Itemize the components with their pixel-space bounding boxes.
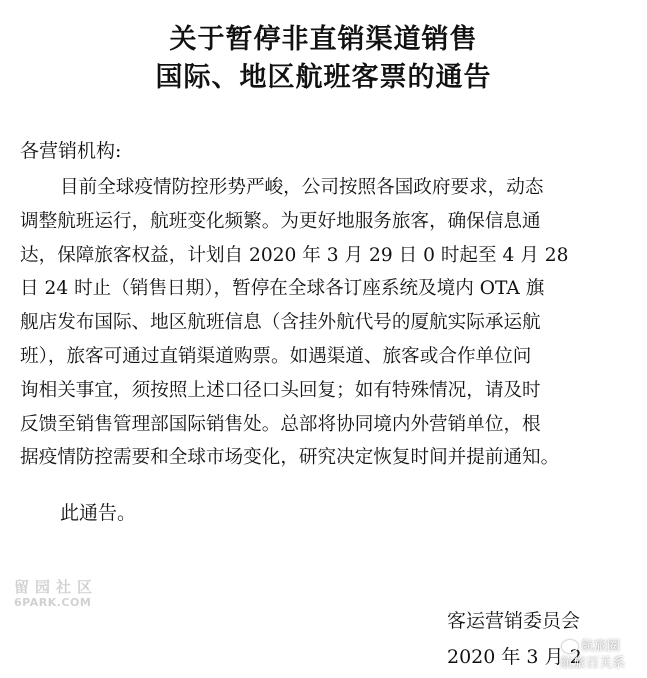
watermark-6park [14,578,98,610]
wechat-icon [562,640,578,653]
watermark-6park-en: 6PARK.COM [14,596,92,609]
notice-body [20,171,628,475]
body-line: 班），旅客可通过直销渠道购票。如遇渠道、旅客或合作单位问 [20,345,532,367]
body-line: 舰店发布国际、地区航班信息（含挂外航代号的厦航实际承运航 [20,312,541,334]
body-line: 调整航班运行，航班变化频繁。为更好地服务旅客，确保信息通 [20,210,541,232]
salutation: 各营销机构: [20,140,122,162]
watermark-wechat [546,638,647,674]
body-line: 据疫情防控需要和全球市场变化，研究决定恢复时间并提前通知。 [20,447,560,469]
watermark-wechat-name: 航旅圈 [581,639,621,654]
body-line: 达，保障旅客权益，计划自 2020 年 3 月 29 日 0 时起至 4 月 28 [20,244,569,266]
body-line: 反馈至销售管理部国际销售处。总部将协同境内外营销单位，根 [20,413,541,435]
closing-line: 此通告。 [60,502,137,524]
body-line: 询相关事宜，须按照上述口径口头回复；如有特殊情况，请及时 [20,379,541,401]
watermark-wechat-line1 [546,638,647,655]
watermark-wechat-line2: 航旅百关系 [560,656,626,671]
notice-title-line1: 关于暂停非直销渠道销售 [169,24,478,55]
body-line: 日 24 时止（销售日期），暂停在全球各订座系统及境内 OTA 旗 [20,278,545,300]
watermark-6park-cn: 留园社区 [14,578,99,596]
body-line: 目前全球疫情防控形势严峻，公司按照各国政府要求，动态 [60,177,544,198]
notice-date: 2020 年 3 月 2 [447,646,582,668]
signature: 客运营销委员会 [447,610,581,632]
notice-title-line2: 国际、地区航班客票的通告 [155,62,492,93]
